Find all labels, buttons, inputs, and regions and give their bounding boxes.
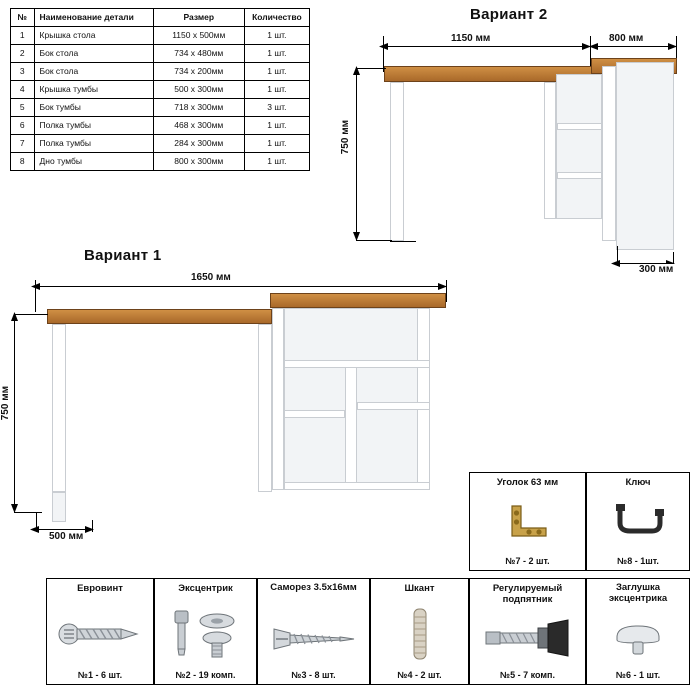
hardware-name: Регулируемый подпятник [492, 583, 563, 605]
col-header-number: № [11, 9, 35, 27]
cell-number: 4 [11, 81, 35, 99]
variant1-dim-depth-label: 500 мм [49, 531, 84, 542]
confirmat-screw-icon [47, 601, 153, 666]
cell-qty: 1 шт. [244, 45, 309, 63]
table-header-row [11, 9, 310, 27]
hardware-qty: №6 - 1 шт. [615, 670, 661, 680]
arrow-left-icon [30, 524, 42, 535]
variant1-shelf-middle-left [284, 410, 345, 418]
arrow-right-icon [668, 41, 680, 52]
variant2-shelf-upper [557, 123, 602, 130]
table-row [11, 135, 310, 153]
variant1-cabinet-inner-divider [345, 360, 357, 490]
variant1-cabinet-right-wall [417, 308, 430, 490]
hardware-name: Шкант [404, 583, 435, 594]
cell-number: 6 [11, 117, 35, 135]
hardware-item-self-tapping-screw [257, 578, 370, 685]
hardware-name: Уголок 63 мм [496, 477, 559, 488]
adjustable-foot-icon [470, 609, 585, 666]
variant2-dim-top-left-label: 1150 мм [451, 33, 491, 44]
variant2-cabinet-right-side [616, 62, 674, 250]
variant2-shelf-lower [557, 172, 602, 179]
cell-size: 734 х 480мм [153, 45, 244, 63]
hardware-item-cam-cover-cap [586, 578, 690, 685]
variant1-title: Вариант 1 [84, 247, 162, 264]
cell-number: 3 [11, 63, 35, 81]
variant2-dim-top-left-line [383, 46, 591, 47]
arrow-left-icon [589, 41, 601, 52]
variant1-ext-top [14, 314, 48, 315]
hardware-qty: №4 - 2 шт. [397, 670, 442, 680]
variant2-dim-depth-label: 300 мм [639, 264, 674, 275]
table-row [11, 117, 310, 135]
cell-number: 8 [11, 153, 35, 171]
variant2-cabinet-wall-inner [544, 82, 556, 219]
table-row [11, 45, 310, 63]
cell-number: 1 [11, 27, 35, 45]
hardware-qty: №2 - 19 комп. [175, 670, 236, 680]
table-row [11, 27, 310, 45]
variant2-dim-top-right-label: 800 мм [609, 33, 644, 44]
cell-name: Бок стола [34, 45, 153, 63]
cell-size: 500 х 300мм [153, 81, 244, 99]
parts-table [10, 8, 310, 171]
cell-name: Полка тумбы [34, 117, 153, 135]
col-header-name: Наименование детали [34, 9, 153, 27]
arrow-right-icon [85, 524, 97, 535]
variant1-divider-front [258, 324, 272, 492]
hardware-qty: №1 - 6 шт. [77, 670, 123, 680]
variant2-title: Вариант 2 [470, 6, 548, 23]
hex-key-icon [587, 495, 689, 552]
variant1-divider-back [272, 308, 284, 490]
arrow-right-icon [438, 281, 450, 292]
hardware-item-corner-bracket [469, 472, 586, 571]
cell-qty: 1 шт. [244, 27, 309, 45]
cell-name: Дно тумбы [34, 153, 153, 171]
hardware-qty: №8 - 1шт. [617, 556, 659, 566]
variant1-worktop-right [270, 293, 446, 308]
hardware-name: Саморез 3.5х16мм [270, 582, 357, 593]
table-row [11, 99, 310, 117]
variant1-side-panel-left-foot [52, 492, 66, 522]
cell-size: 800 х 300мм [153, 153, 244, 171]
variant1-shelf-top [284, 360, 430, 368]
cell-qty: 1 шт. [244, 135, 309, 153]
variant1-side-panel-left [52, 324, 66, 492]
cell-size: 1150 x 500мм [153, 27, 244, 45]
table-row [11, 153, 310, 171]
hardware-name: Заглушка эксцентрика [608, 582, 668, 604]
variant2-floor-line-left [390, 241, 416, 242]
variant2-dim-height-line [356, 68, 357, 240]
table-row [11, 81, 310, 99]
variant1-cabinet-bottom [284, 482, 430, 490]
hardware-name: Эксцентрик [178, 583, 233, 594]
variant2-ext-top [356, 68, 386, 69]
cell-number: 5 [11, 99, 35, 117]
hardware-qty: №7 - 2 шт. [505, 556, 550, 566]
table-row [11, 63, 310, 81]
cell-name: Бок стола [34, 63, 153, 81]
variant1-dim-width-label: 1650 мм [191, 272, 231, 283]
arrow-left-icon [31, 281, 43, 292]
corner-bracket-icon [470, 495, 585, 552]
cell-qty: 3 шт. [244, 99, 309, 117]
cell-name: Крышка стола [34, 27, 153, 45]
variant2-dim-top-right-line [591, 46, 677, 47]
variant1-shelf-middle-right [357, 402, 430, 410]
arrow-left-icon [379, 41, 391, 52]
cell-name: Полка тумбы [34, 135, 153, 153]
cell-name: Бок тумбы [34, 99, 153, 117]
variant1-ext-bottom [14, 512, 42, 513]
cell-size: 734 х 200мм [153, 63, 244, 81]
hardware-qty: №5 - 7 комп. [500, 670, 555, 680]
variant1-dim-width-line [35, 286, 447, 287]
cell-number: 2 [11, 45, 35, 63]
cam-cover-cap-icon [587, 613, 689, 666]
variant2-ext-bottom [356, 240, 392, 241]
hardware-item-hex-key [586, 472, 690, 571]
hardware-item-cam-lock [154, 578, 257, 685]
cell-size: 718 х 300мм [153, 99, 244, 117]
cell-size: 468 х 300мм [153, 117, 244, 135]
arrow-left-icon [611, 258, 623, 269]
cell-qty: 1 шт. [244, 63, 309, 81]
cell-qty: 1 шт. [244, 117, 309, 135]
hardware-item-adjustable-foot [469, 578, 586, 685]
variant1-worktop-left [47, 309, 272, 324]
variant2-dim-height-label: 750 мм [340, 120, 351, 155]
hardware-name: Евровинт [77, 583, 123, 594]
cam-lock-icon [155, 601, 256, 666]
cell-qty: 1 шт. [244, 81, 309, 99]
col-header-qty: Количество [244, 9, 309, 27]
hardware-item-dowel [370, 578, 469, 685]
hardware-name: Ключ [625, 477, 651, 488]
hardware-item-confirmat-screw [46, 578, 154, 685]
variant2-side-panel-left [390, 82, 404, 241]
self-tapping-screw-icon [258, 611, 369, 666]
variant2-cabinet-front-wall [602, 66, 616, 241]
dowel-icon [371, 601, 468, 666]
variant2-cabinet-body [556, 74, 602, 219]
col-header-size: Размер [153, 9, 244, 27]
variant1-dim-depth-line [36, 529, 92, 530]
cell-qty: 1 шт. [244, 153, 309, 171]
cell-size: 284 х 300мм [153, 135, 244, 153]
variant1-dim-height-label: 750 мм [0, 386, 11, 421]
cell-name: Крышка тумбы [34, 81, 153, 99]
hardware-qty: №3 - 8 шт. [291, 670, 336, 680]
variant1-dim-height-line [14, 314, 15, 512]
cell-number: 7 [11, 135, 35, 153]
